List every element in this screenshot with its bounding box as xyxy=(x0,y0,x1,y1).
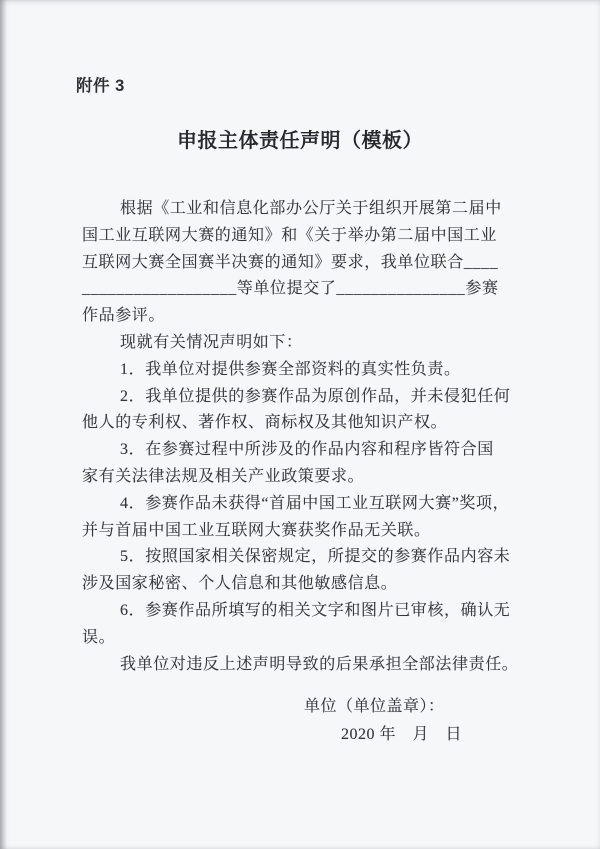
body-line-item-3: 3．在参赛过程中所涉及的作品内容和程序皆符合国 xyxy=(120,441,494,459)
signature-unit-seal-line: 单位（单位盖章）： xyxy=(304,698,445,715)
document-body xyxy=(82,196,522,678)
body-line: 误。 xyxy=(82,628,116,646)
signature-date-line: 2020 年 月 日 xyxy=(341,726,463,743)
body-line-item-1: 1．我单位对提供参赛全部资料的真实性负责。 xyxy=(120,360,461,378)
body-line: 互联网大赛全国赛半决赛的通知》要求，我单位联合____ xyxy=(82,253,499,271)
body-line: 并与首届中国工业互联网大赛获奖作品无关联。 xyxy=(82,521,431,539)
body-line: 他人的专利权、著作权、商标权及其他知识产权。 xyxy=(82,414,448,432)
body-line-item-4: 4．参赛作品未获得“首届中国工业互联网大赛”奖项， xyxy=(120,494,510,512)
body-line-item-2: 2．我单位提供的参赛作品为原创作品，并未侵犯任何 xyxy=(120,387,511,405)
body-line-item-5: 5．按照国家相关保密规定，所提交的参赛作品内容未 xyxy=(120,548,511,566)
body-line: 根据《工业和信息化部办公厅关于组织开展第二届中 xyxy=(120,200,502,217)
body-line: 涉及国家秘密、个人信息和其他敏感信息。 xyxy=(82,575,398,593)
body-line-item-6: 6．参赛作品所填写的相关文字和图片已审核，确认无 xyxy=(120,601,511,619)
body-line: __________________等单位提交了_______________参赛 xyxy=(82,280,499,298)
body-line: 作品参评。 xyxy=(82,307,166,325)
body-line: 现就有关情况声明如下： xyxy=(120,333,303,351)
body-line: 国工业互联网大赛的通知》和《关于举办第二届中国工业 xyxy=(82,226,498,244)
document-title: 申报主体责任声明（模板） xyxy=(177,130,423,152)
attachment-label: 附件 3 xyxy=(76,77,125,95)
body-line-closing: 我单位对违反上述声明导致的后果承担全部法律责任。 xyxy=(120,655,519,673)
body-line: 家有关法律法规及相关产业政策要求。 xyxy=(82,467,365,485)
